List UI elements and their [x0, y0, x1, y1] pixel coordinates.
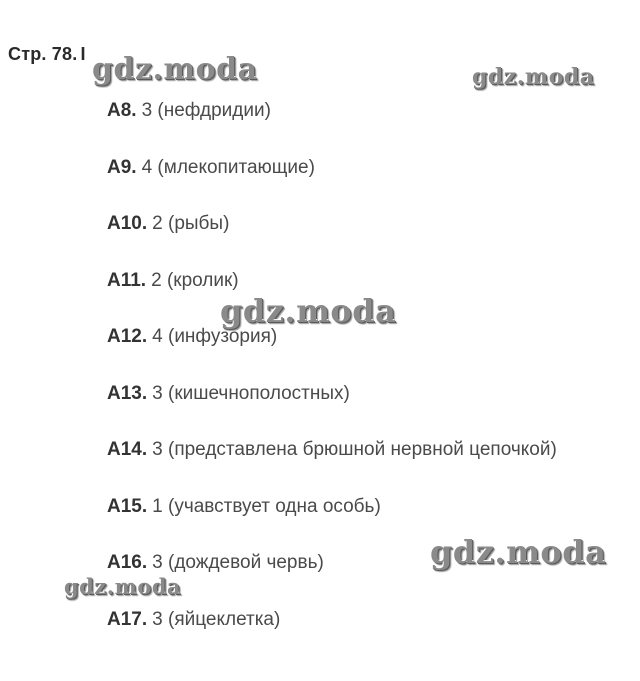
answer-item	[107, 268, 557, 325]
answer-text: 3 (яйцеклетка)	[152, 608, 281, 630]
watermark: gdz.moda	[64, 574, 182, 599]
answer-text: 3 (нефдридии)	[141, 100, 271, 121]
answer-list	[107, 98, 557, 663]
answer-number: А13.	[107, 382, 148, 404]
answer-number: А14.	[107, 439, 148, 460]
answer-number: А16.	[107, 552, 148, 573]
watermark: gdz.moda	[220, 292, 397, 330]
answer-number: А15.	[107, 495, 148, 517]
watermark: gdz.moda	[92, 52, 258, 87]
answer-item	[107, 324, 557, 381]
answer-number: А8.	[107, 100, 137, 121]
answer-text: 1 (учавствует одна особь)	[152, 495, 381, 517]
answer-item	[107, 437, 557, 494]
answer-number: А11.	[107, 269, 147, 291]
answer-item	[107, 381, 557, 438]
answer-text: 4 (млекопитающие)	[141, 156, 315, 178]
answer-text: 3 (дождевой червь)	[152, 552, 324, 573]
answer-item	[107, 155, 557, 212]
watermark: gdz.moda	[472, 64, 595, 90]
watermark: gdz.moda	[430, 533, 607, 571]
answer-number: А9.	[107, 156, 137, 178]
page-title	[8, 44, 86, 65]
page-mark: I	[80, 44, 86, 64]
answer-item	[107, 550, 557, 607]
answer-number: А17.	[107, 608, 148, 630]
answer-text: 2 (рыбы)	[152, 213, 230, 234]
answer-text: 3 (кишечнополостных)	[152, 382, 350, 404]
answer-number: А12.	[107, 326, 148, 347]
answer-text: 2 (кролик)	[151, 269, 239, 291]
answer-item	[107, 494, 557, 551]
answer-item	[107, 211, 557, 268]
answer-text: 3 (представлена брюшной нервной цепочкой)	[152, 439, 557, 460]
answer-item	[107, 98, 557, 155]
answer-text: 4 (инфузория)	[152, 326, 278, 347]
page-label: Стр. 78.	[8, 44, 78, 64]
answer-item	[107, 607, 557, 664]
answer-number: А10.	[107, 213, 148, 234]
